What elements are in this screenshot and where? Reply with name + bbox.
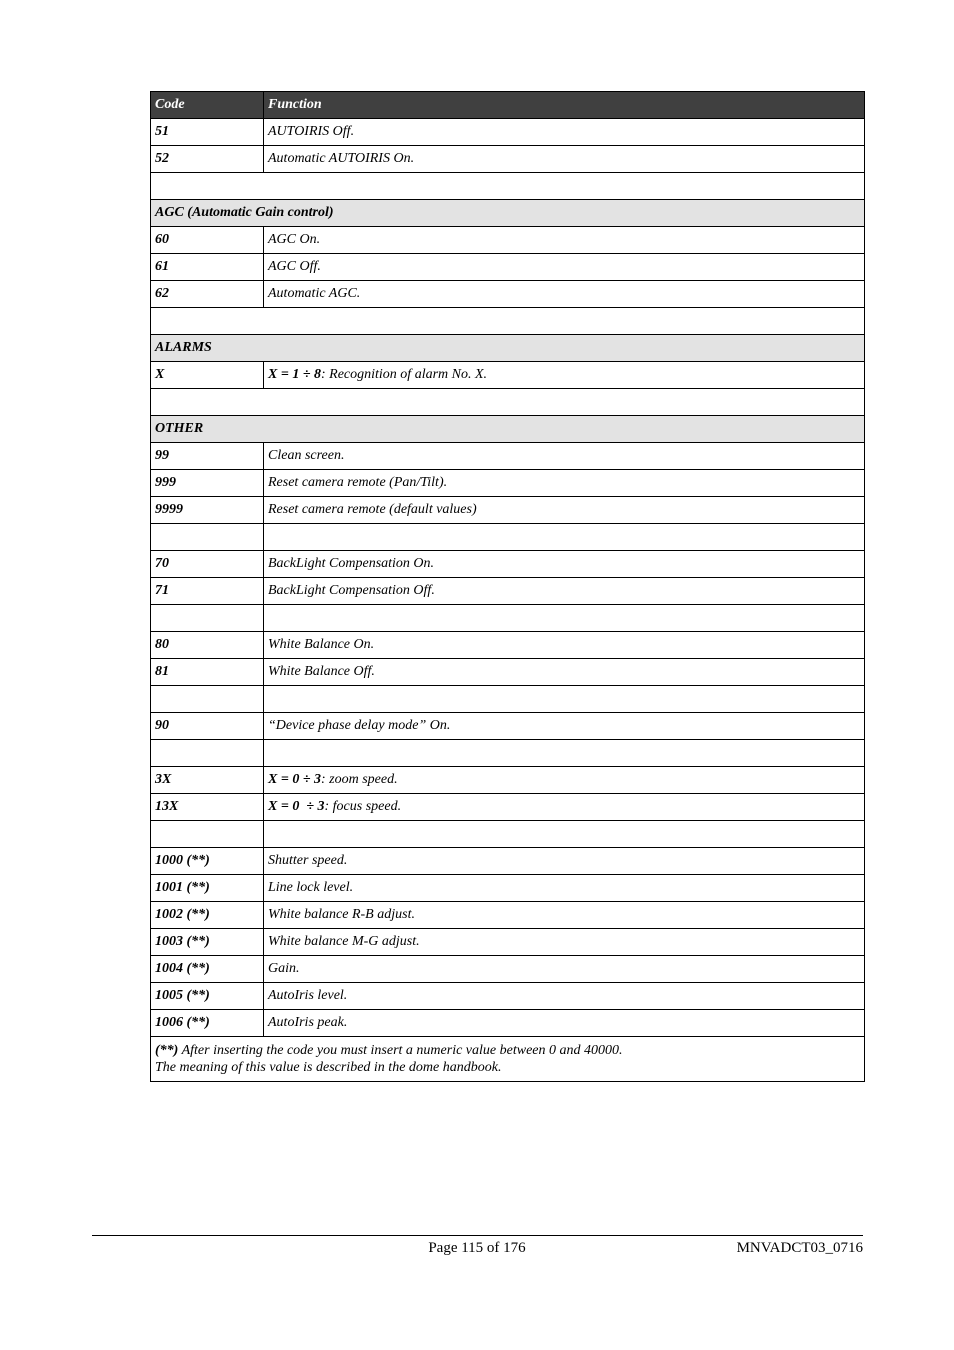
table-row: [151, 848, 865, 875]
code-cell: 90: [151, 713, 264, 740]
code-cell: 71: [151, 578, 264, 605]
code-cell: 1005 (**): [151, 983, 264, 1010]
blank-cell: [151, 605, 264, 632]
blank-cell: [264, 524, 865, 551]
code-cell: 1000 (**): [151, 848, 264, 875]
command-code-table: [150, 91, 865, 1082]
table-row: [151, 875, 865, 902]
code-cell: 1002 (**): [151, 902, 264, 929]
code-cell: 81: [151, 659, 264, 686]
blank-cell: [264, 686, 865, 713]
blank-cell: [264, 605, 865, 632]
blank-row: [151, 389, 865, 416]
code-cell: 1006 (**): [151, 1010, 264, 1037]
blank-row: [151, 524, 865, 551]
code-cell: 9999: [151, 497, 264, 524]
code-cell: 1003 (**): [151, 929, 264, 956]
function-cell: Reset camera remote (Pan/Tilt).: [264, 470, 865, 497]
footnote-mark: (**): [155, 1043, 179, 1058]
table-row: [151, 551, 865, 578]
code-cell: 60: [151, 227, 264, 254]
code-cell: 80: [151, 632, 264, 659]
blank-row: [151, 173, 865, 200]
code-cell: 62: [151, 281, 264, 308]
table-row: [151, 713, 865, 740]
blank-cell: [264, 821, 865, 848]
table-row: [151, 929, 865, 956]
function-cell: Clean screen.: [264, 443, 865, 470]
function-cell: [264, 794, 865, 821]
table-header-row: [151, 92, 865, 119]
code-cell: 70: [151, 551, 264, 578]
code-cell: X: [151, 362, 264, 389]
document-id: MNVADCT03_0716: [736, 1240, 863, 1256]
table-row: [151, 956, 865, 983]
blank-row: [151, 821, 865, 848]
function-cell: “Device phase delay mode” On.: [264, 713, 865, 740]
table-row: [151, 794, 865, 821]
section-row-other: [151, 416, 865, 443]
footnote-line-2: The meaning of this value is described in the dome handbook.: [155, 1060, 502, 1075]
footnote-cell: [151, 1037, 865, 1082]
function-text: : zoom speed.: [321, 772, 398, 787]
function-cell: Line lock level.: [264, 875, 865, 902]
function-cell: AGC On.: [264, 227, 865, 254]
table-row: [151, 227, 865, 254]
function-cell: AGC Off.: [264, 254, 865, 281]
header-code: Code: [151, 92, 264, 119]
blank-cell: [151, 740, 264, 767]
code-cell: 61: [151, 254, 264, 281]
table-row: [151, 902, 865, 929]
function-cell: AutoIris level.: [264, 983, 865, 1010]
table-row: [151, 146, 865, 173]
function-cell: Automatic AUTOIRIS On.: [264, 146, 865, 173]
section-title: AGC (Automatic Gain control): [151, 200, 865, 227]
blank-cell: [264, 740, 865, 767]
code-cell: 999: [151, 470, 264, 497]
table-row: [151, 1010, 865, 1037]
table-row: [151, 281, 865, 308]
function-cell: [264, 767, 865, 794]
footer-divider: [92, 1235, 863, 1236]
function-cell: Automatic AGC.: [264, 281, 865, 308]
table-row: [151, 578, 865, 605]
table-row: [151, 632, 865, 659]
section-title: OTHER: [151, 416, 865, 443]
function-cell: White balance M-G adjust.: [264, 929, 865, 956]
table-row: [151, 497, 865, 524]
function-cell: Reset camera remote (default values): [264, 497, 865, 524]
code-cell: 99: [151, 443, 264, 470]
table-row: [151, 659, 865, 686]
footnote-line-1: After inserting the code you must insert a numeric value between 0 and 40000.: [178, 1043, 623, 1058]
function-formula: X = 0 ÷ 3: [268, 799, 325, 814]
code-cell: 52: [151, 146, 264, 173]
table-row: [151, 470, 865, 497]
blank-cell: [151, 524, 264, 551]
table-row: [151, 119, 865, 146]
function-cell: White balance R-B adjust.: [264, 902, 865, 929]
blank-row: [151, 686, 865, 713]
table-row: [151, 443, 865, 470]
function-cell: White Balance On.: [264, 632, 865, 659]
blank-row: [151, 740, 865, 767]
table-row: [151, 767, 865, 794]
code-cell: 1004 (**): [151, 956, 264, 983]
table-row: [151, 983, 865, 1010]
code-cell: 1001 (**): [151, 875, 264, 902]
function-cell: Shutter speed.: [264, 848, 865, 875]
table-row: [151, 362, 865, 389]
function-cell: [264, 362, 865, 389]
footnote-row: [151, 1037, 865, 1082]
function-cell: BackLight Compensation Off.: [264, 578, 865, 605]
blank-cell: [151, 308, 865, 335]
function-cell: AutoIris peak.: [264, 1010, 865, 1037]
code-cell: 51: [151, 119, 264, 146]
section-title: ALARMS: [151, 335, 865, 362]
blank-cell: [151, 173, 865, 200]
blank-row: [151, 605, 865, 632]
section-row-agc: [151, 200, 865, 227]
header-function: Function: [264, 92, 865, 119]
table-row: [151, 254, 865, 281]
function-cell: Gain.: [264, 956, 865, 983]
function-cell: AUTOIRIS Off.: [264, 119, 865, 146]
code-cell: 3X: [151, 767, 264, 794]
blank-cell: [151, 686, 264, 713]
section-row-alarms: [151, 335, 865, 362]
page-number: Page 115 of 176: [428, 1240, 526, 1256]
function-text: : Recognition of alarm No. X.: [321, 367, 488, 382]
blank-row: [151, 308, 865, 335]
blank-cell: [151, 389, 865, 416]
code-cell: 13X: [151, 794, 264, 821]
function-cell: BackLight Compensation On.: [264, 551, 865, 578]
function-formula: X = 0 ÷ 3: [268, 772, 321, 787]
blank-cell: [151, 821, 264, 848]
function-cell: White Balance Off.: [264, 659, 865, 686]
function-formula: X = 1 ÷ 8: [268, 367, 321, 382]
function-text: : focus speed.: [324, 799, 402, 814]
